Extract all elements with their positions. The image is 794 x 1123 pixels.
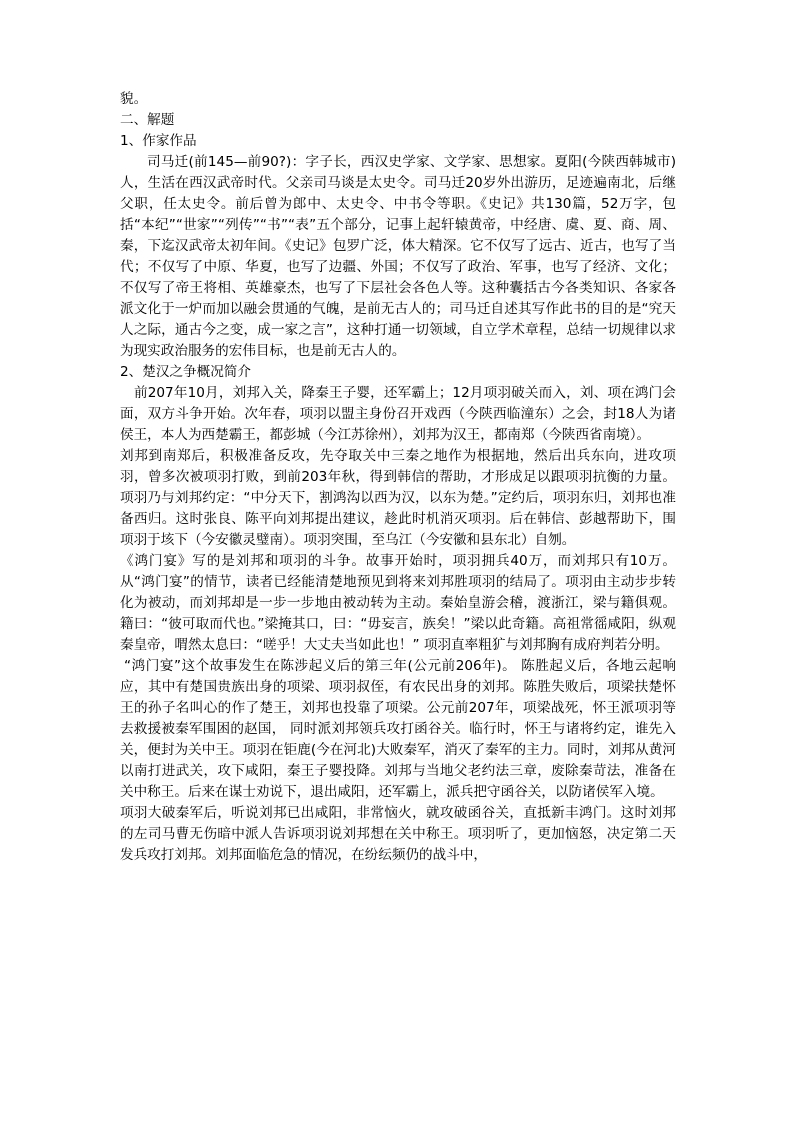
- paragraph-hongmen-feast-2: “鸿门宴”这个故事发生在陈涉起义后的第三年(公元前206年)。 陈胜起义后，各地云起响应，其中有楚国贵族出身的项梁、项羽叔侄，有农民出身的刘邦。陈胜失败后，项梁扶楚怀王的孙子名叫心的作了楚王，刘邦也投靠了项梁。公元前207年，项梁战死，怀王派项羽等去救援被秦军围困的赵国， 同时派刘邦领兵攻打函谷关。临行时，怀王与诸将约定，谁先入关，便封为关中王。项羽在钜鹿(今在河北)大败秦军，消灭了秦军的主力。同时，刘邦从黄河以南打进武关，攻下咸阳，秦王子婴投降。刘邦与当地父老约法三章，废除秦苛法，准备在关中称王。后来在谋士劝说下，退出咸阳，还军霸上，派兵把守函谷关，以防诸侯军入境。: [120, 658, 676, 800]
- paragraph-hongmen-feast-1: 《鸿门宴》写的是刘邦和项羽的斗争。故事开始时，项羽拥兵40万，而刘邦只有10万。从“鸿门宴”的情节，读者已经能清楚地预见到将来刘邦胜项羽的结局了。项羽由主动步步转化为被动，而刘邦却是一步一步地由被动转为主动。秦始皇游会稽，渡浙江，梁与籍俱观。籍曰：“彼可取而代也。”梁掩其口，曰：“毋妄言，族矣！”梁以此奇籍。高祖常徭咸阳，纵观秦皇帝，喟然太息曰：“嗟乎！大丈夫当如此也！” 项羽直率粗犷与刘邦胸有成府判若分明。: [120, 553, 676, 653]
- document-page: [120, 89, 676, 866]
- paragraph-sima-qian: 司马迁(前145—前90?)：字子长，西汉史学家、文学家、思想家。夏阳(今陕西韩城市)人，生活在西汉武帝时代。父亲司马谈是太史令。司马迁20岁外出游历，足迹遍南北，后继父职，任太史令。前后曾为郎中、太史令、中书令等职。《史记》共130篇，52万字，包括“本纪”“世家”“列传”“书”“表”五个部分，记事上起轩辕黄帝，中经唐、虞、夏、商、周、秦，下迄汉武帝太初年间。《史记》包罗广泛，体大精深。它不仅写了远古、近古，也写了当代；不仅写了中原、华夏，也写了边疆、外国；不仅写了政治、军事，也写了经济、文化；不仅写了帝王将相、英雄豪杰，也写了下层社会各色人等。这种囊括古今各类知识、各家各派文化于一炉而加以融会贯通的气魄，是前无古人的；司马迁自述其写作此书的目的是“究天人之际，通古今之变，成一家之言”，这种打通一切领域，自立学术章程，总结一切规律以求为现实政治服务的宏伟目标，也是前无古人的。: [120, 154, 676, 359]
- paragraph-chu-han-1: 前207年10月，刘邦入关，降秦王子婴，还军霸上；12月项羽破关而入，刘、项在鸿门会面，双方斗争开始。次年春，项羽以盟主身份召开戏西（今陕西临潼东）之会，封18人为诸侯王，本人为西楚霸王，都彭城（今江苏徐州），刘邦为汉王，都南郑（今陕西省南境）。: [120, 385, 676, 443]
- paragraph-chu-han-2: 刘邦到南郑后，积极准备反攻，先夺取关中三秦之地作为根据地，然后出兵东向，进攻项羽，曾多次被项羽打败，到前203年秋，得到韩信的帮助，才形成足以跟项羽抗衡的力量。项羽乃与刘邦约定：“中分天下，割鸿沟以西为汉，以东为楚。”定约后，项羽东归，刘邦也准备西归。这时张良、陈平向刘邦提出建议，趁此时机消灭项羽。后在韩信、彭越帮助下，围项羽于垓下（今安徽灵璧南）。项羽突围，至乌江（今安徽和县东北）自刎。: [120, 448, 676, 548]
- subheading-author-works: 1、作家作品: [120, 133, 197, 149]
- paragraph-hongmen-feast-3: 项羽大破秦军后，听说刘邦已出咸阳，非常恼火，就攻破函谷关，直抵新丰鸿门。这时刘邦的左司马曹无伤暗中派人告诉项羽说刘邦想在关中称王。项羽听了，更加恼怒，决定第二天发兵攻打刘邦。刘邦面临危急的情况，在纷纭频仍的战斗中，: [120, 805, 676, 863]
- heading-jieti: 二、解题: [120, 112, 175, 128]
- subheading-chu-han: 2、楚汉之争概况简介: [120, 364, 251, 380]
- paragraph-continuation: 貌。: [120, 91, 148, 107]
